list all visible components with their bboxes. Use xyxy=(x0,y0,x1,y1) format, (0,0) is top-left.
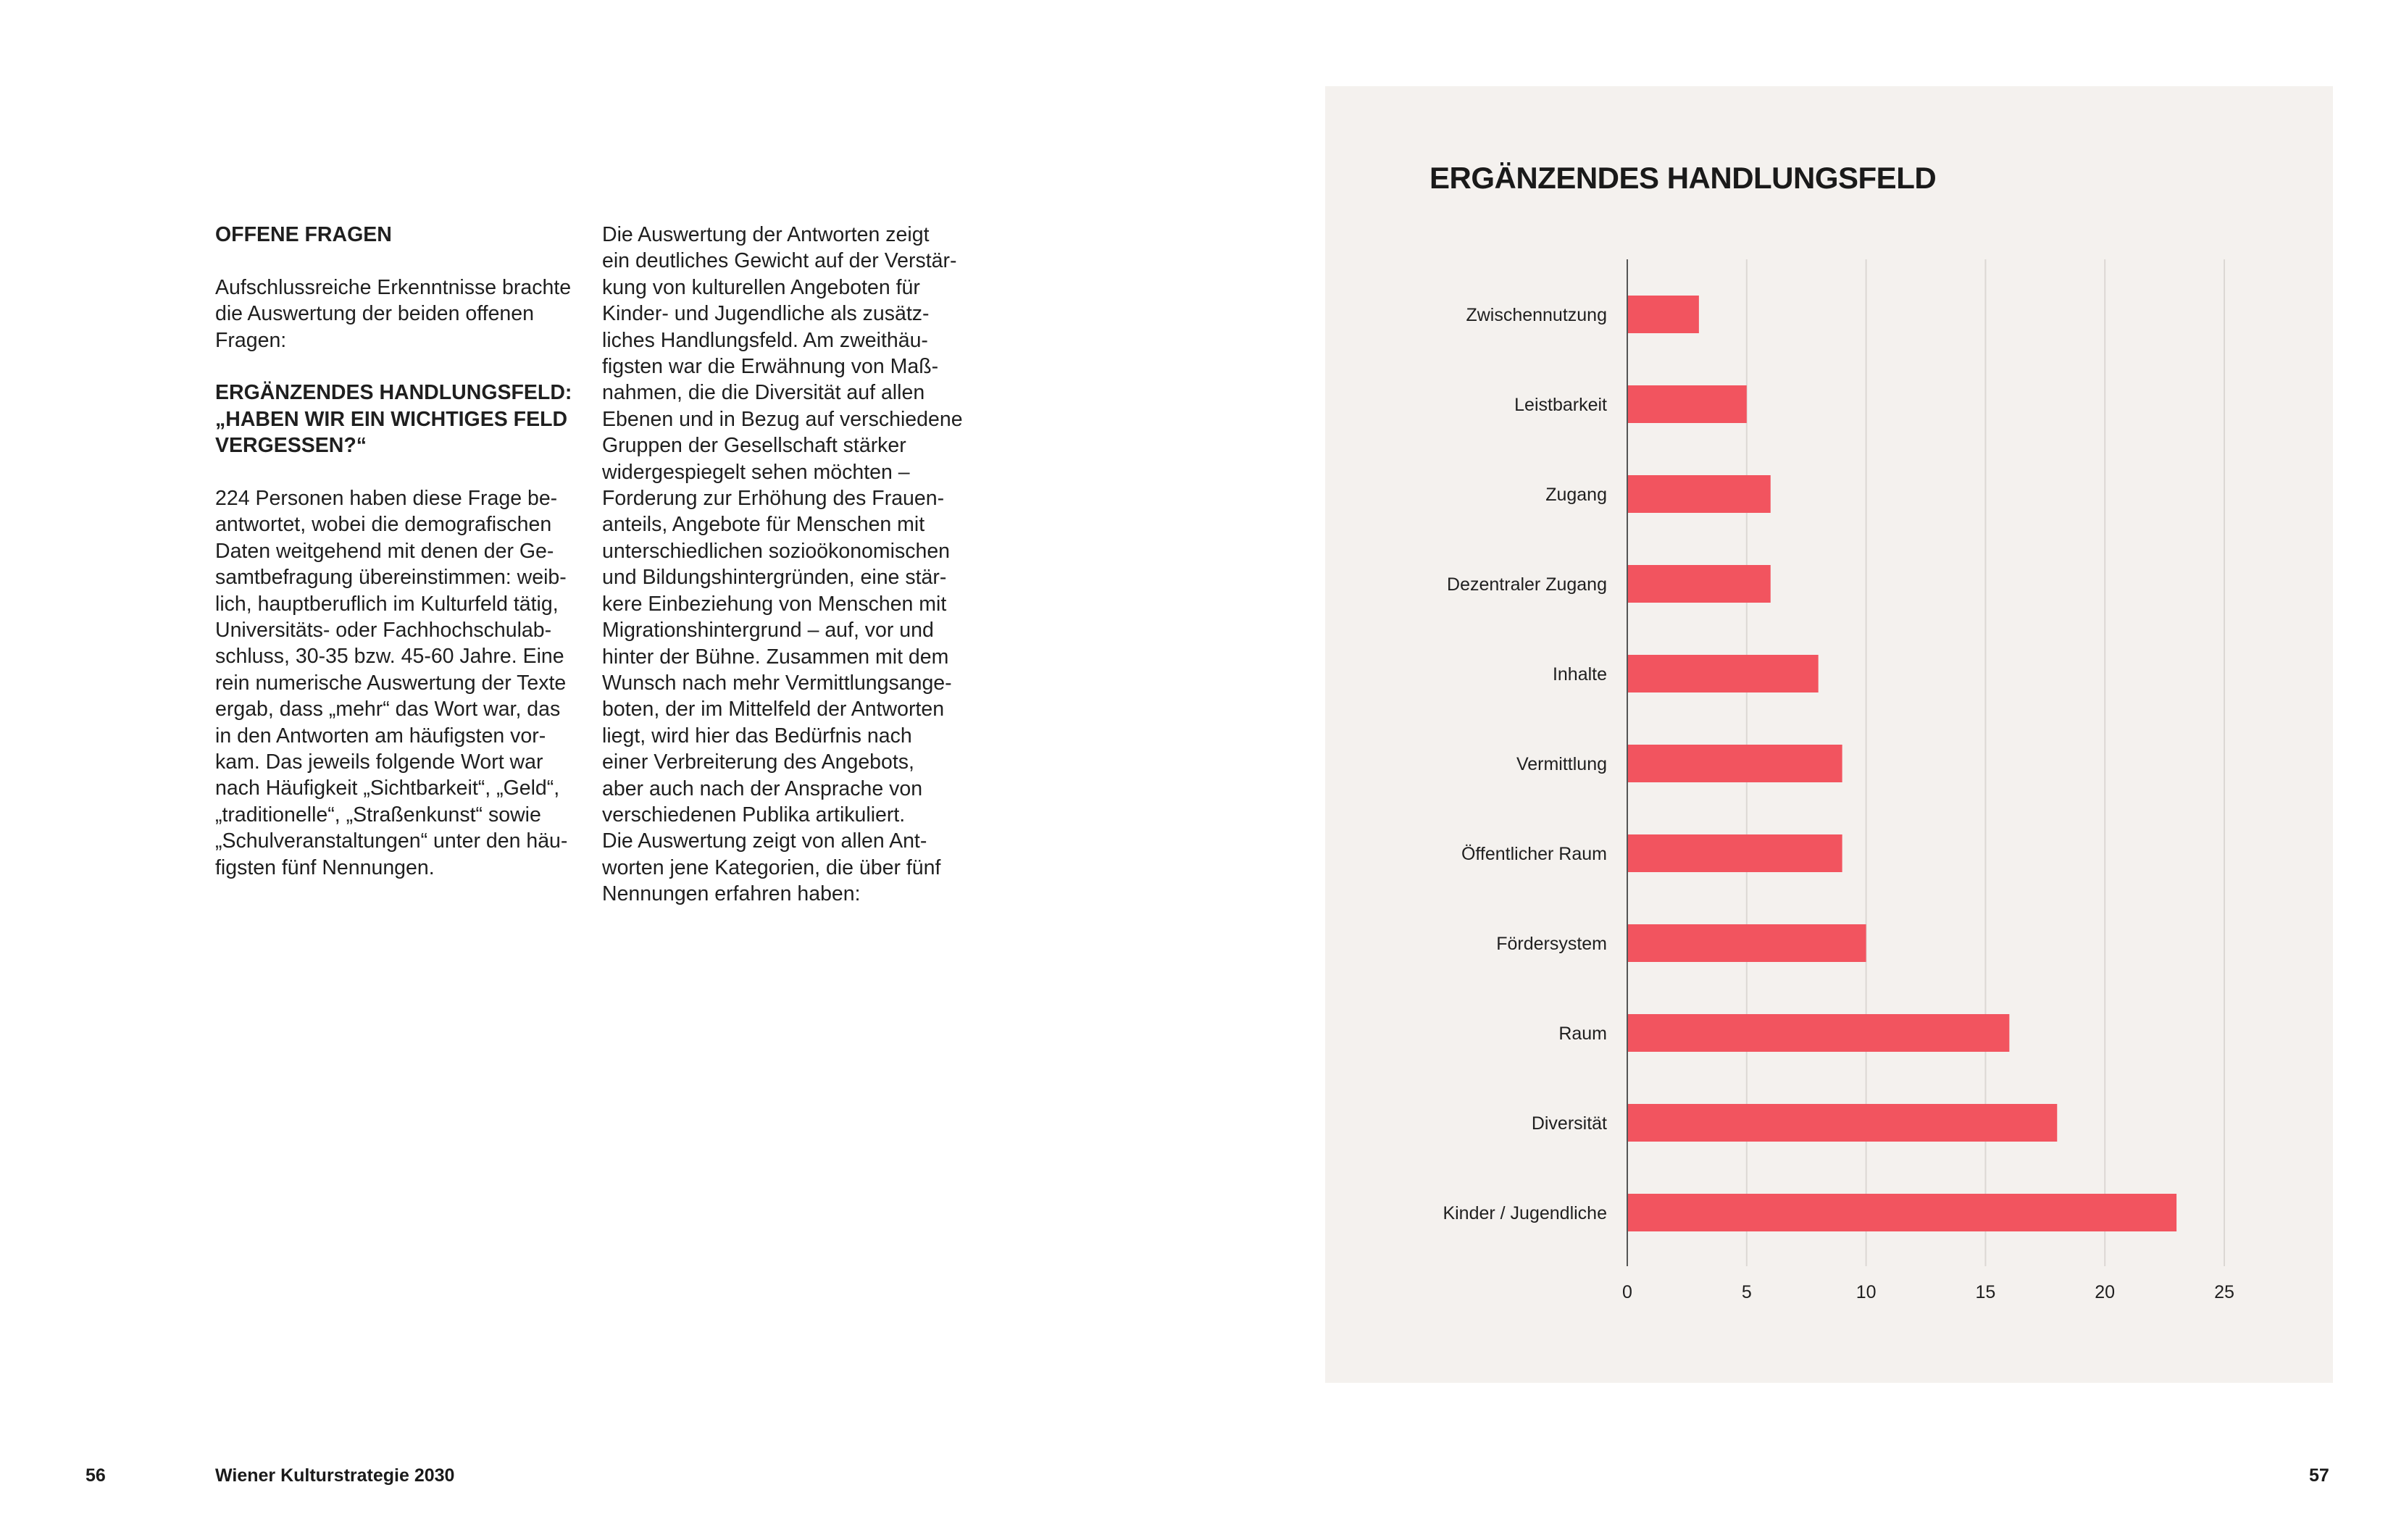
bar xyxy=(1628,655,1819,692)
bar xyxy=(1628,565,1771,603)
tick-label: 15 xyxy=(1975,1282,1996,1302)
category-label: Inhalte xyxy=(1552,664,1607,685)
bar xyxy=(1628,1194,2176,1231)
intro-paragraph: Aufschlussreiche Erkenntnisse brachte die Auswertung der beiden offenen Fragen: xyxy=(215,275,572,352)
category-label: Zwischennutzung xyxy=(1466,305,1607,325)
section-title: OFFENE FRAGEN xyxy=(215,223,392,246)
tick-label: 25 xyxy=(2214,1282,2234,1302)
page-number-left: 56 xyxy=(85,1465,106,1486)
bar xyxy=(1628,1104,2057,1142)
tick-label: 10 xyxy=(1856,1282,1877,1302)
category-label: Leistbarkeit xyxy=(1514,395,1607,415)
category-label: Zugang xyxy=(1545,485,1607,505)
paragraph-1: 224 Personen haben diese Frage be- antwortet, wobei die demografischen Daten weitgehend mit denen der Ge- samtbefragung übereinstimmen: weib- lich, hauptberuflich im Kulturfeld tätig, Universitäts- oder Fachhochschulab- schluss, 30-35 bzw. 45-60 Jahre. Eine rein numerische Auswertung der Texte ergab, dass „mehr“ das Wort war, das in den Antworten am häufigsten vor- kam. Das jeweils folgende Wort war nach Häufigkeit „Sichtbarkeit“, „Geld“, „traditionelle“, „Straßenkunst“ sowie „Schulveranstaltungen“ unter den häu- figsten fünf Nennungen. xyxy=(215,487,568,879)
tick-label: 0 xyxy=(1622,1282,1632,1302)
bar xyxy=(1628,475,1771,513)
category-label: Diversität xyxy=(1531,1113,1607,1134)
page-number-right: 57 xyxy=(2309,1465,2329,1486)
bar xyxy=(1628,296,1699,333)
category-label: Fördersystem xyxy=(1496,934,1607,954)
bar xyxy=(1628,924,1866,962)
tick-label: 5 xyxy=(1741,1282,1752,1302)
bar xyxy=(1628,745,1842,782)
category-label: Raum xyxy=(1558,1024,1607,1044)
bar xyxy=(1628,834,1842,872)
footer-title: Wiener Kulturstrategie 2030 xyxy=(215,1465,455,1486)
category-label: Vermittlung xyxy=(1516,754,1607,774)
subheading: ERGÄNZENDES HANDLUNGSFELD: „HABEN WIR EIN WICHTIGES FELD VERGESSEN?“ xyxy=(215,381,572,458)
category-label: Öffentlicher Raum xyxy=(1461,844,1607,864)
bar xyxy=(1628,385,1747,423)
paragraph-2: Die Auswertung der Antworten zeigt ein deutliches Gewicht auf der Verstär- kung von kulturellen Angeboten für Kinder- und Jugendliche als zusätz- liches Handlungsfeld. Am zweithäu- figsten war die Erwähnung von Maß- nahmen, die die Diversität auf allen Ebenen und in Bezug auf verschiedene Gruppen der Gesellschaft stärker widergespiegelt sehen möchten – Forderung zur Erhöhung des Frauen- anteils, Angebote für Menschen mit unterschiedlichen sozioökonomischen und Bildungshintergründen, eine stär- kere Einbeziehung von Menschen mit Migrationshintergrund – auf, vor und hinter der Bühne. Zusammen mit dem Wunsch nach mehr Vermittlungsange- boten, der im Mittelfeld der Antworten liegt, wird hier das Bedürfnis nach einer Verbreiterung des Angebots, aber auch nach der Ansprache von verschiedenen Publika artikuliert. Die Auswertung zeigt von allen Ant- worten jene Kategorien, die über fünf Nennungen erfahren haben: xyxy=(602,223,963,906)
chart-title: ERGÄNZENDES HANDLUNGSFELD xyxy=(1429,161,1937,195)
category-label: Kinder / Jugendliche xyxy=(1443,1203,1607,1223)
tick-label: 20 xyxy=(2095,1282,2116,1302)
category-label: Dezentraler Zugang xyxy=(1447,574,1607,595)
bar xyxy=(1628,1014,2009,1052)
